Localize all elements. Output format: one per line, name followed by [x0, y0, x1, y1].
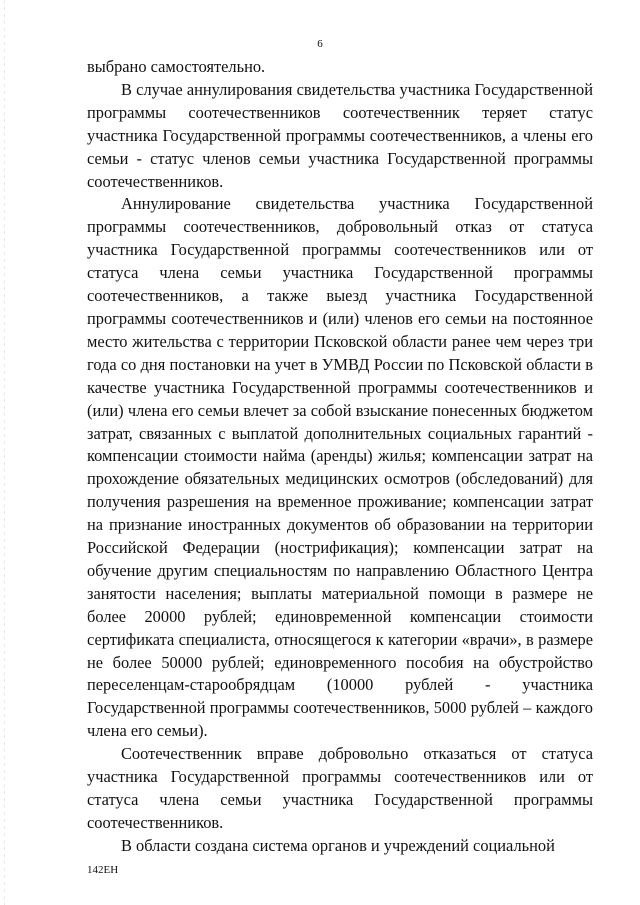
paragraph-annulment: В случае аннулирования свидетельства участника Государственной программы соотечественников соотечественник теряет статус участника Государственной программы соотечественников, а члены его семьи - статус членов семьи участника Государственной программы соотечественников. — [87, 79, 593, 191]
paragraph-continuation: выбрано самостоятельно. — [87, 57, 266, 76]
page-number: 6 — [317, 38, 323, 50]
paragraph-cost-recovery: Аннулирование свидетельства участника Государственной программы соотечественников, добровольный отказ от статуса участника Государственной программы соотечественников или от статуса члена семьи участника Государственной программы соотечественников, а также выезд участника Государственной программы соотечественников и (или) членов его семьи на постоянное место жительства с территории Псковской области ранее чем через три года со дня постановки на учет в УМВД России по Псковской области в качестве участника Государственной программы соотечественников и (или) члена его семьи влечет за собой взыскание понесенных бюджетом затрат, связанных с выплатой дополнительных социальных гарантий - компенсации стоимости найма (аренды) жилья; компенсации затрат на прохождение обязательных медицинских осмотров (обследований) для получения разрешения на временное проживание; компенсации затрат на признание иностранных документов об образовании на территории Российской Федерации (нострификация); компенсации затрат на обучение другим специальностям по направлению Областного Центра занятости населения; выплаты материальной помощи в размере не более 20000 рублей; единовременной компенсации стоимости сертификата специалиста, относящегося к категории «врачи», в размере не более 50000 рублей; единовременного пособия на обустройство переселенцам-старообрядцам (10000 рублей - участника Государственной программы соотечественников, 5000 рублей – каждого члена его семьи). — [87, 194, 593, 741]
footer-document-code: 142ЕН — [87, 864, 119, 876]
scan-edge-border — [4, 0, 5, 905]
paragraph-social-system: В области создана система органов и учреждений социальной — [121, 835, 555, 855]
document-body — [87, 56, 593, 858]
paragraph-voluntary-refusal: Соотечественник вправе добровольно отказаться от статуса участника Государственной программы соотечественников или от статуса члена семьи участника Государственной программы соотечественников. — [87, 744, 593, 832]
